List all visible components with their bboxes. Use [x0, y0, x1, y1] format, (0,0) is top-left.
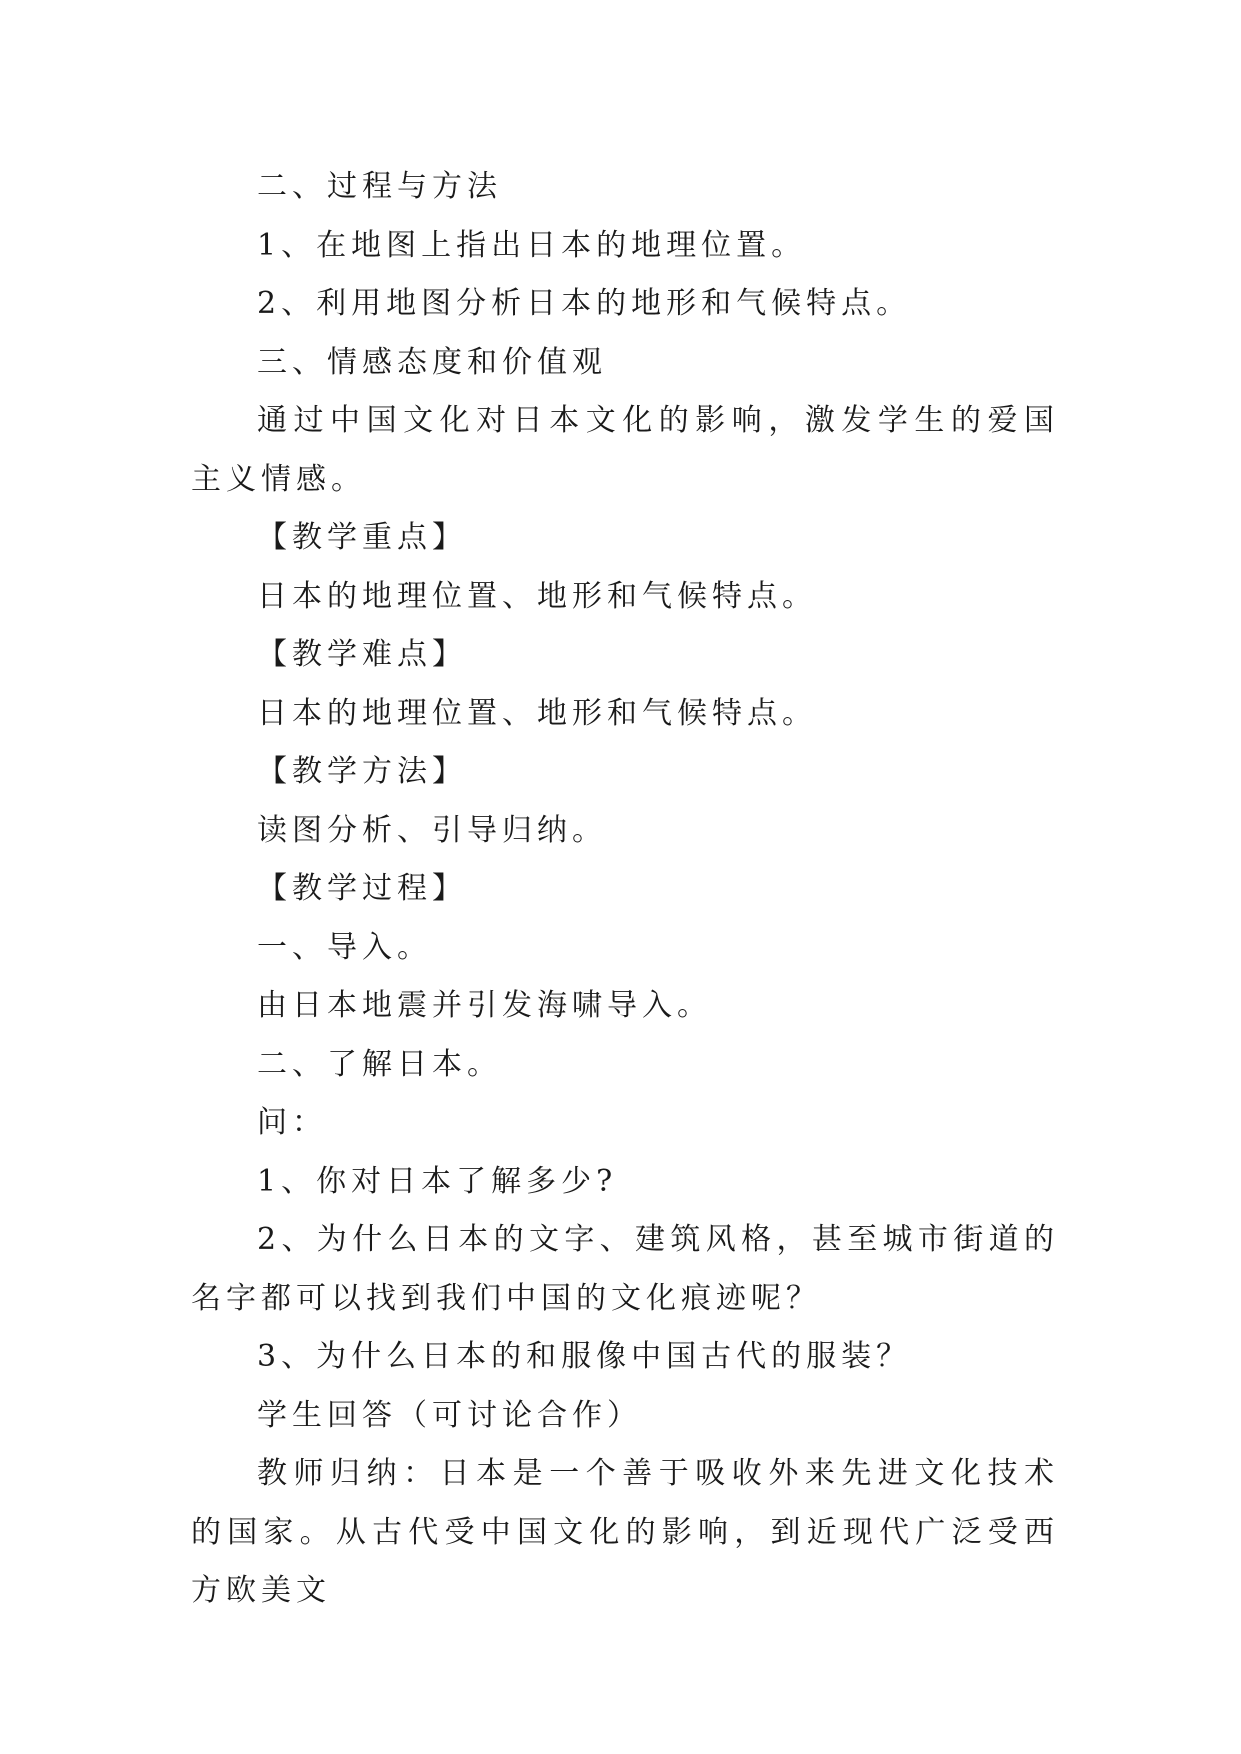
paragraph: 通过中国文化对日本文化的影响，激发学生的爱国主义情感。 [191, 403, 1059, 497]
paragraph: 日本的地理位置、地形和气候特点。 [257, 695, 817, 731]
paragraph: 一、导入。 [257, 929, 432, 965]
paragraph: 读图分析、引导归纳。 [257, 812, 607, 848]
paragraph: 问： [257, 1105, 327, 1140]
section-heading-key-points: 【教学重点】 [257, 520, 467, 555]
paragraph: 学生回答（可讨论合作） [257, 1397, 642, 1433]
section-heading-process-methods: 二、过程与方法 [257, 169, 502, 204]
list-item: 1、你对日本了解多少? [257, 1163, 618, 1199]
section-heading-methods: 【教学方法】 [257, 754, 467, 789]
list-item: 2、为什么日本的文字、建筑风格，甚至城市街道的名字都可以找到我们中国的文化痕迹呢？ [191, 1222, 1059, 1316]
list-item: 3、为什么日本的和服像中国古代的服装？ [257, 1339, 912, 1374]
paragraph: 日本的地理位置、地形和气候特点。 [257, 578, 817, 614]
document-body [191, 158, 1059, 1621]
list-item: 2、利用地图分析日本的地形和气候特点。 [257, 286, 912, 321]
paragraph: 二、了解日本。 [257, 1046, 502, 1082]
section-heading-attitude-values: 三、情感态度和价值观 [257, 344, 607, 380]
section-heading-difficulties: 【教学难点】 [257, 637, 467, 672]
paragraph: 教师归纳：日本是一个善于吸收外来先进文化技术的国家。从古代受中国文化的影响，到近现代广泛受西方欧美文 [191, 1456, 1059, 1608]
list-item: 1、在地图上指出日本的地理位置。 [257, 227, 807, 263]
section-heading-teaching-process: 【教学过程】 [257, 871, 467, 906]
paragraph: 由日本地震并引发海啸导入。 [257, 988, 712, 1023]
